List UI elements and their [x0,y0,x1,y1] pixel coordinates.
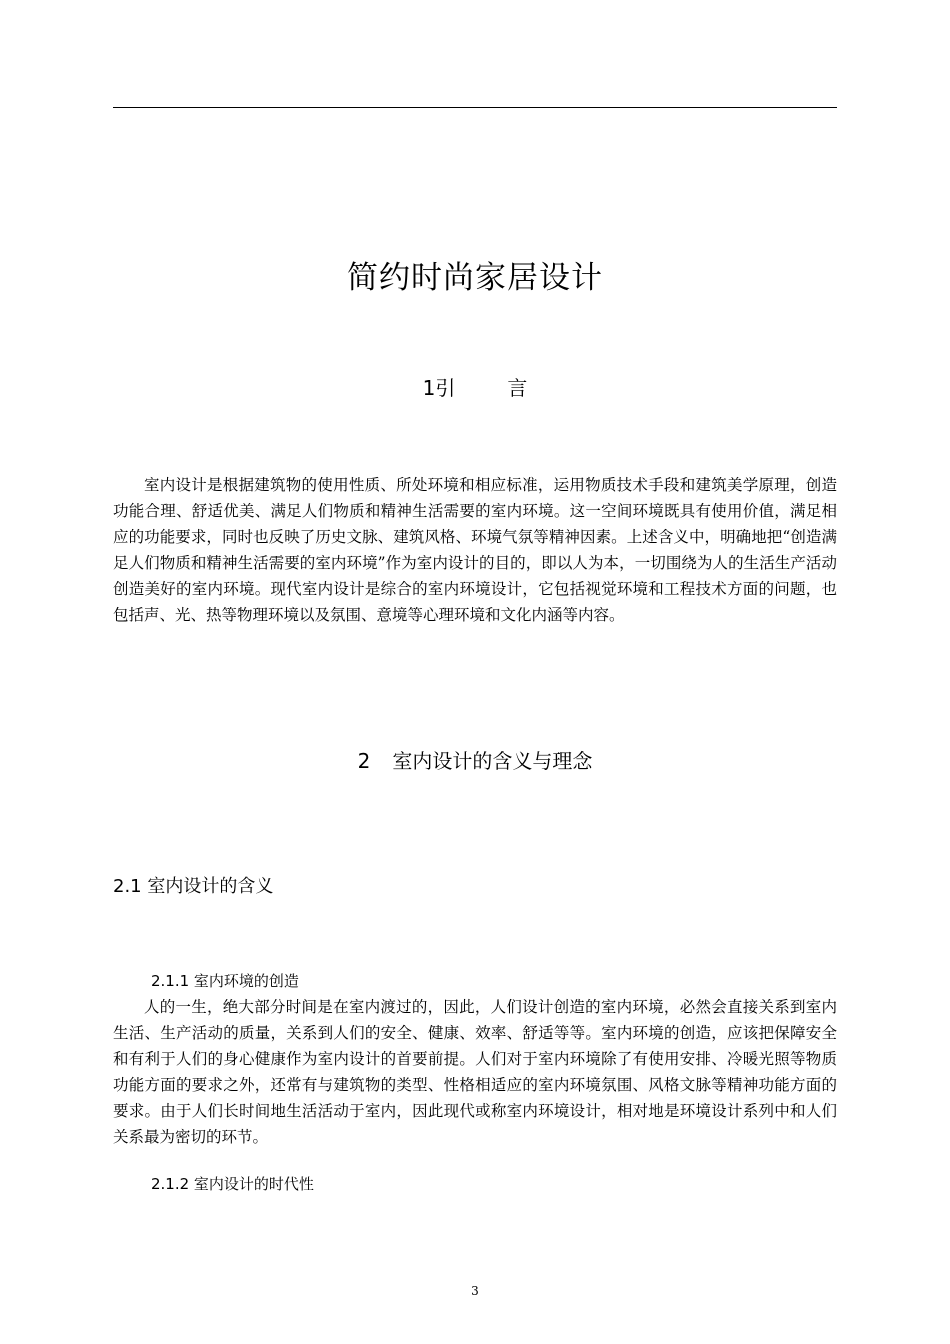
page-number: 3 [471,1284,479,1298]
section-2-heading-text: 室内设计的含义与理念 [392,749,593,773]
section-1-number: 1 [422,376,436,400]
header-rule [113,107,837,108]
section-1-heading [113,372,837,401]
intro-paragraph: 室内设计是根据建筑物的使用性质、所处环境和相应标准，运用物质技术手段和建筑美学原理，创造功能合理、舒适优美、满足人们物质和精神生活需要的室内环境。这一空间环境既具有使用价值，满足相应的功能要求，同时也反映了历史文脉、建筑风格、环境气氛等精神因素。上述含义中，明确地把“创造满足人们物质和精神生活需要的室内环境”作为室内设计的目的，即以人为本，一切围绕为人的生活生产活动创造美好的室内环境。现代室内设计是综合的室内环境设计，它包括视觉环境和工程技术方面的问题，也包括声、光、热等物理环境以及氛围、意境等心理环境和文化内涵等内容。 [113,476,837,624]
section-2-1-1-paragraph: 人的一生，绝大部分时间是在室内渡过的，因此，人们设计创造的室内环境，必然会直接关系到室内生活、生产活动的质量，关系到人们的安全、健康、效率、舒适等等。室内环境的创造，应该把保障安全和有利于人们的身心健康作为室内设计的首要前提。人们对于室内环境除了有使用安排、冷暖光照等物质功能方面的要求之外，还常有与建筑物的类型、性格相适应的室内环境氛围、风格文脉等精神功能方面的要求。由于人们长时间地生活活动于室内，因此现代或称室内环境设计，相对地是环境设计系列中和人们关系最为密切的环节。 [113,998,837,1146]
section-2-heading [113,745,837,774]
section-2-1-heading: 2.1 室内设计的含义 [113,876,274,897]
section-1-heading-part-a: 引 [435,376,456,400]
section-2-1-1-heading: 2.1.1 室内环境的创造 [151,972,299,990]
section-2-number: 2 [357,749,371,773]
section-1-heading-part-b: 言 [507,376,528,400]
document-title: 简约时尚家居设计 [347,260,603,296]
section-2-1-2-heading: 2.1.2 室内设计的时代性 [151,1175,314,1193]
